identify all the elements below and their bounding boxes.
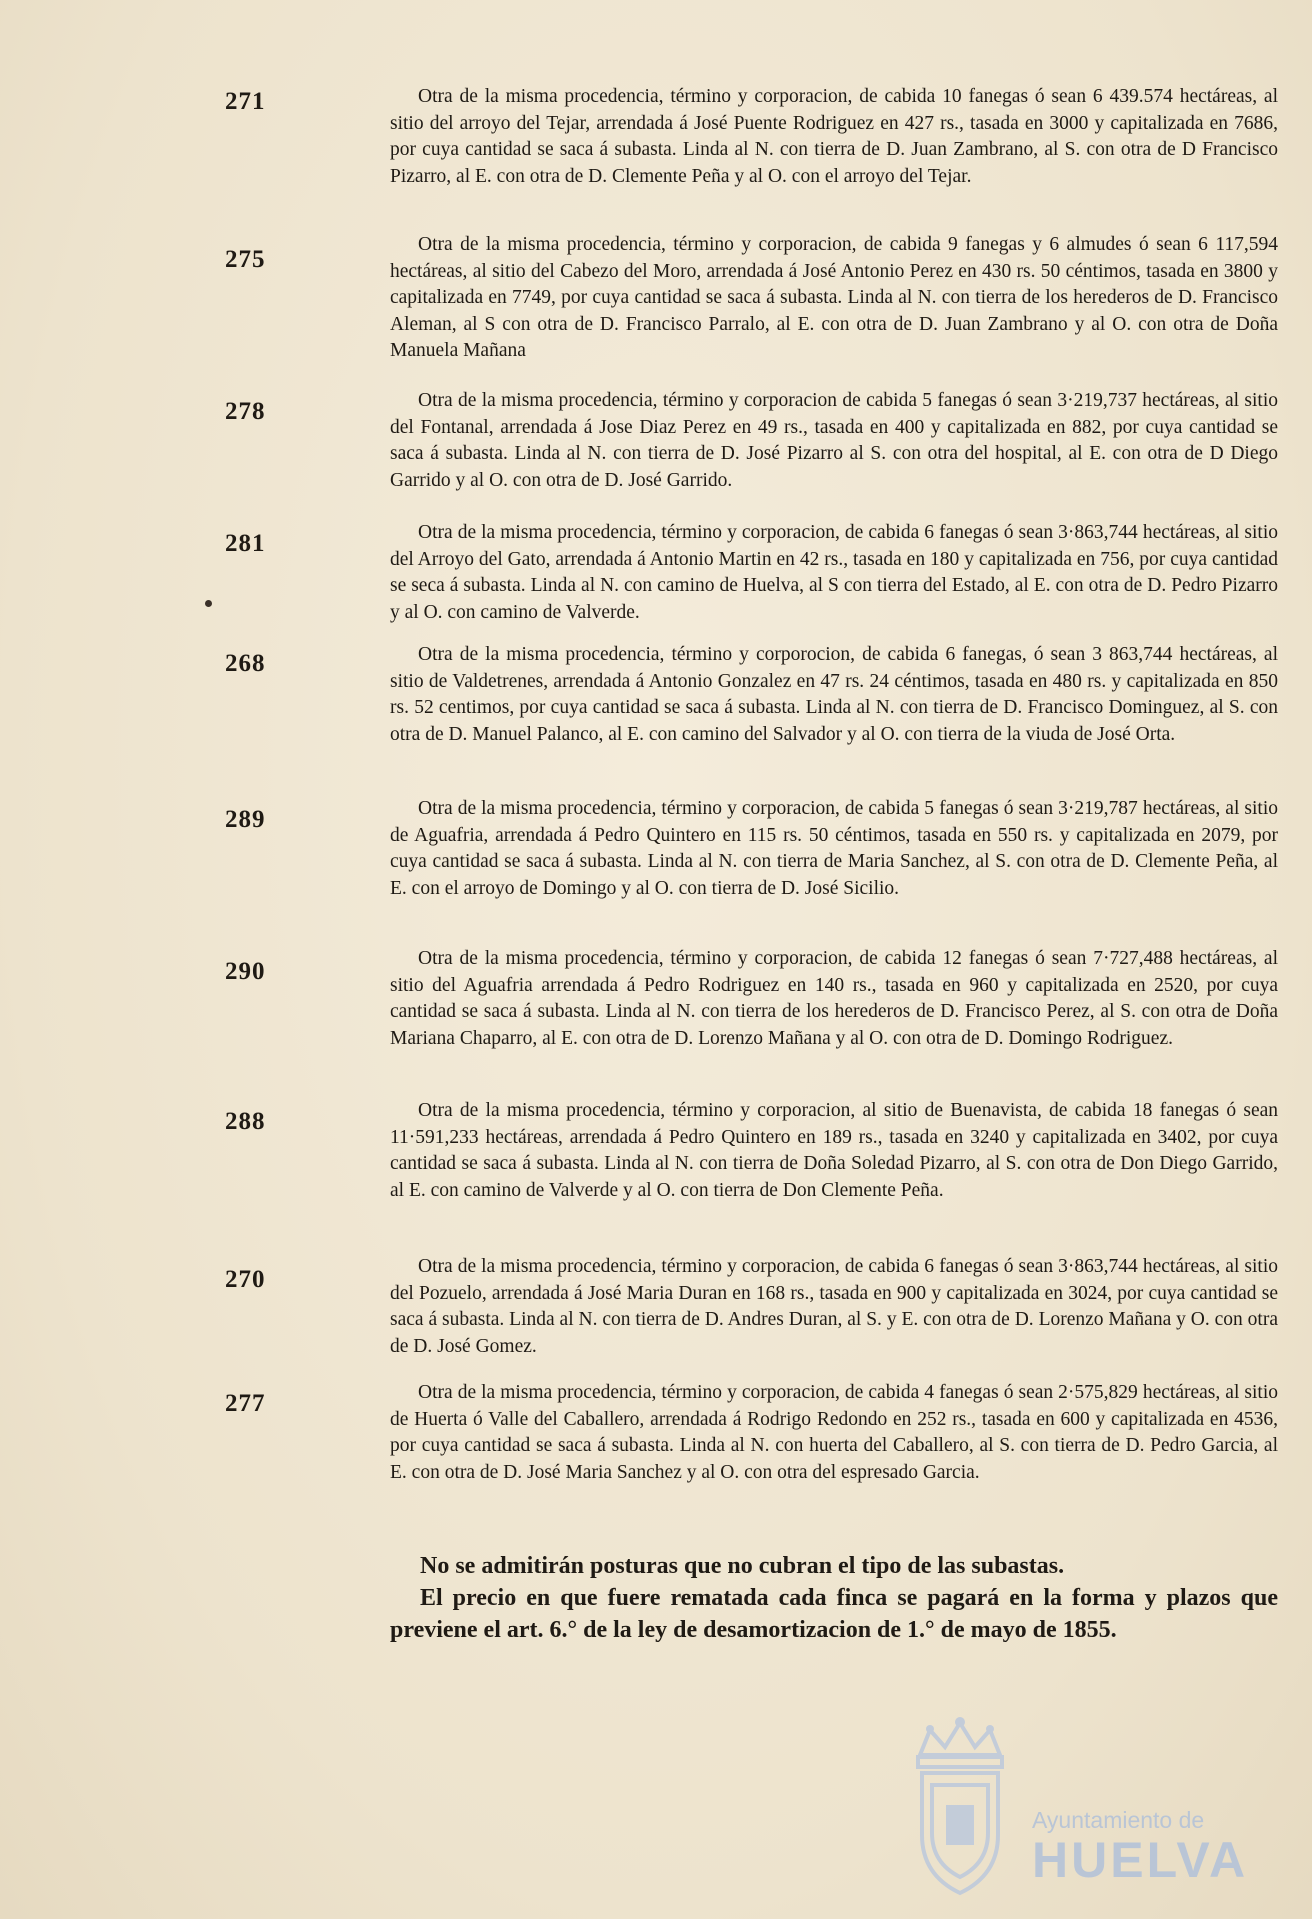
watermark-line2: HUELVA bbox=[1032, 1832, 1249, 1888]
entry-number: 270 bbox=[225, 1266, 266, 1293]
entry-number: 288 bbox=[225, 1108, 266, 1135]
entry-number: 289 bbox=[225, 806, 266, 833]
entry-number: 278 bbox=[225, 398, 266, 425]
entry-text: Otra de la misma procedencia, término y corporacion, al sitio de Buenavista, de cabida 18 fanegas ó sean 11·591,233 hectáreas, arrendada á Pedro Quintero en 189 rs., tasada en 3240 y capitalizada en 3402, por cuya cantidad se saca á subasta. Linda al N. con tierra de Doña Soledad Pizarro, al S. con otra de Don Diego Garrido, al E. con camino de Valverde y al O. con tierra de Don Clemente Peña. bbox=[390, 1100, 1278, 1201]
entry-number: 281 bbox=[225, 530, 266, 557]
watermark-line1: Ayuntamiento de bbox=[1032, 1807, 1205, 1833]
entry-text: Otra de la misma procedencia, término y corporacion, de cabida 5 fanegas ó sean 3·219,787 hectáreas, al sitio de Aguafria, arrendada á Pedro Quintero en 115 rs. 50 céntimos, tasada en 550 rs. y capitalizada en 2079, por cuya cantidad se saca á subasta. Linda al N. con tierra de Maria Sanchez, al S. con otra de D. Clemente Peña, al E. con el arroyo de Domingo y al O. con tierra de D. José Sicilio. bbox=[390, 798, 1278, 899]
closing-paragraph-2: El precio en que fuere rematada cada finca se pagará en la forma y plazos que previene el art. 6.° de la ley de desamortizacion de 1.° de mayo de 1855. bbox=[390, 1585, 1278, 1643]
ink-spot bbox=[205, 600, 212, 607]
entry-text: Otra de la misma procedencia, término y corporacion, de cabida 6 fanegas ó sean 3·863,744 hectáreas, al sitio del Arroyo del Gato, arrendada á Antonio Martin en 42 rs., tasada en 180 y capitalizada en 756, por cuya cantidad se seca á subasta. Linda al N. con camino de Huelva, al S con tierra del Estado, al E. con otra de D. Pedro Pizarro y al O. con camino de Valverde. bbox=[390, 522, 1278, 623]
closing-paragraph-1: No se admitirán posturas que no cubran el tipo de las subastas. bbox=[420, 1553, 1065, 1579]
entry-text: Otra de la misma procedencia, término y corporacion, de cabida 6 fanegas ó sean 3·863,744 hectáreas, al sitio del Pozuelo, arrendada á José Maria Duran en 168 rs., tasada en 900 y capitalizada en 3024, por cuya cantidad se saca á subasta. Linda al N. con tierra de D. Andres Duran, al S. y E. con otra de D. Lorenzo Mañana y O. con otra de D. José Gomez. bbox=[390, 1256, 1278, 1357]
entry-text: Otra de la misma procedencia, término y corporacion, de cabida 10 fanegas ó sean 6 439.574 hectáreas, al sitio del arroyo del Tejar, arrendada á José Puente Rodriguez en 427 rs., tasada en 3000 y capitalizada en 7686, por cuya cantidad se saca á subasta. Linda al N. con tierra de D. Juan Zambrano, al S. con otra de D Francisco Pizarro, al E. con otra de D. Clemente Peña y al O. con el arroyo del Tejar. bbox=[390, 86, 1278, 187]
entry-text: Otra de la misma procedencia, término y corporocion, de cabida 6 fanegas, ó sean 3 863,744 hectáreas, al sitio de Valdetrenes, arrendada á Antonio Gonzalez en 47 rs. 24 céntimos, tasada en 480 rs. y capitalizada en 850 rs. 52 centimos, por cuya cantidad se saca á subasta. Linda al N. con tierra de D. Francisco Dominguez, al S. con otra de D. Manuel Palanco, al E. con camino del Salvador y al O. con tierra de la viuda de José Orta. bbox=[390, 644, 1278, 745]
entry-text: Otra de la misma procedencia, término y corporacion de cabida 5 fanegas ó sean 3·219,737 hectáreas, al sitio del Fontanal, arrendada á Jose Diaz Perez en 49 rs., tasada en 400 y capitalizada en 882, por cuya cantidad se saca á subasta. Linda al N. con tierra de D. José Pizarro al S. con otra del hospital, al E. con otra de D Diego Garrido y al O. con otra de D. José Garrido. bbox=[390, 390, 1278, 491]
entry-text: Otra de la misma procedencia, término y corporacion, de cabida 12 fanegas ó sean 7·727,488 hectáreas, al sitio del Aguafria arrendada á Pedro Rodriguez en 140 rs., tasada en 960 y capitalizada en 2520, por cuya cantidad se saca á subasta. Linda al N. con tierra de los herederos de D. Francisco Perez, al S. con otra de Doña Mariana Chaparro, al E. con otra de D. Lorenzo Mañana y al O. con otra de D. Domingo Rodriguez. bbox=[390, 948, 1278, 1049]
entry-text: Otra de la misma procedencia, término y corporacion, de cabida 4 fanegas ó sean 2·575,829 hectáreas, al sitio de Huerta ó Valle del Caballero, arrendada á Rodrigo Redondo en 252 rs., tasada en 600 y capitalizada en 4536, por cuya cantidad se saca á subasta. Linda al N. con huerta del Caballero, al S. con tierra de D. Pedro Garcia, al E. con otra de D. José Maria Sanchez y al O. con otra del espresado Garcia. bbox=[390, 1382, 1278, 1483]
entry-number: 290 bbox=[225, 958, 266, 985]
entry-number: 277 bbox=[225, 1390, 266, 1417]
watermark-logo bbox=[900, 1715, 1249, 1905]
entry-text: Otra de la misma procedencia, término y corporacion, de cabida 9 fanegas y 6 almudes ó sean 6 117,594 hectáreas, al sitio del Cabezo del Moro, arrendada á José Antonio Perez en 430 rs. 50 céntimos, tasada en 3800 y capitalizada en 7749, por cuya cantidad se saca á subasta. Linda al N. con tierra de los herederos de D. Francisco Aleman, al S con otra de D. Francisco Parralo, al E. con otra de D. Juan Zambrano y al O. con otra de Doña Manuela Mañana bbox=[390, 234, 1278, 361]
crown-shield-icon bbox=[900, 1715, 1020, 1905]
entry-number: 268 bbox=[225, 650, 266, 677]
entry-number: 271 bbox=[225, 88, 266, 115]
entry-number: 275 bbox=[225, 246, 266, 273]
